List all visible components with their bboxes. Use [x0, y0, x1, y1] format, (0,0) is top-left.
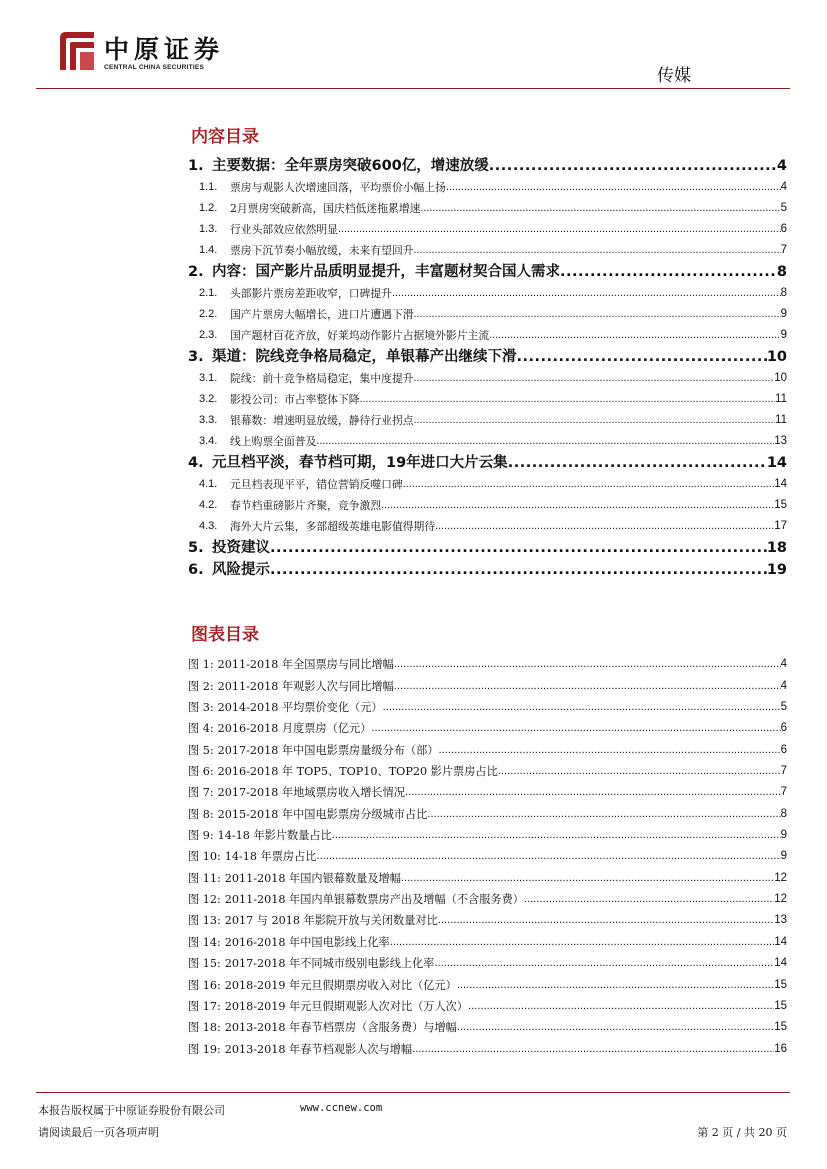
figure-entry-label: 2013-2018 年春节档票房（含服务费）与增幅 — [224, 1021, 457, 1035]
toc-section-label: 票房与观影人次增速回落，平均票价小幅上扬 — [230, 181, 446, 194]
dot-leader — [317, 846, 781, 867]
toc-section-num: 4.2. — [199, 499, 218, 511]
dot-leader — [414, 240, 781, 261]
dot-leader — [457, 975, 774, 996]
figure-entry-label: 2017-2018 年中国电影票房量级分布（部） — [217, 743, 439, 757]
figure-entry-num: 图 12: — [188, 893, 221, 907]
toc-section-page: 9 — [780, 329, 787, 341]
figure-entry-num: 图 3: — [188, 701, 214, 715]
figure-entry[interactable] — [188, 910, 787, 931]
toc-section[interactable] — [188, 240, 787, 261]
dot-leader — [427, 804, 780, 825]
figure-entry-num: 图 8: — [188, 807, 214, 821]
figure-entry[interactable] — [188, 1017, 787, 1038]
figure-entry-label: 2017 与 2018 年影院开放与关闭数量对比 — [224, 914, 438, 928]
figure-entry-num: 图 11: — [188, 871, 221, 885]
toc-chapter[interactable] — [188, 155, 787, 177]
toc-section-page: 9 — [780, 308, 787, 320]
figure-entry[interactable] — [188, 739, 787, 760]
toc-section-num: 4.1. — [199, 478, 218, 490]
toc-section-label: 海外大片云集，多部超级英雄电影值得期待 — [230, 520, 436, 533]
toc-section-label: 国产片票房大幅增长，进口片遭遇下滑 — [230, 308, 414, 321]
toc-section-page: 13 — [774, 435, 787, 447]
toc-section-page: 11 — [775, 414, 787, 426]
header-divider — [36, 88, 790, 89]
toc-section-page: 6 — [780, 223, 787, 235]
figure-entry-page: 14 — [774, 935, 787, 948]
toc-section[interactable] — [188, 198, 787, 219]
dot-leader — [434, 953, 774, 974]
figure-entry-label: 2016-2018 年 TOP5、TOP10、TOP20 影片票房占比 — [217, 765, 498, 779]
toc-section[interactable] — [188, 177, 787, 198]
figure-entry-num: 图 16: — [188, 978, 221, 992]
figure-entry-num: 图 4: — [188, 722, 214, 736]
figure-entry-label: 2016-2018 年中国电影线上化率 — [224, 935, 390, 949]
toc-section-page: 4 — [780, 181, 787, 193]
figure-entry-num: 图 14: — [188, 935, 221, 949]
figures-list — [188, 654, 787, 1060]
company-name-cn: 中原证券 — [104, 35, 225, 64]
toc-chapter-num: 4. — [188, 455, 204, 471]
dot-leader — [316, 431, 774, 452]
dot-leader — [468, 996, 774, 1017]
toc-section-page: 8 — [780, 287, 787, 299]
figure-entry-label: 2017-2018 年地域票房收入增长情况 — [217, 786, 405, 800]
toc-chapter-num: 3. — [188, 349, 204, 365]
toc-section-label: 2月票房突破新高，国庆档低迷拖累增速 — [230, 202, 421, 215]
toc-section-page: 14 — [774, 478, 787, 490]
figure-entry-num: 图 10: — [188, 850, 221, 864]
figure-entry-page: 7 — [780, 786, 787, 799]
figure-entry[interactable] — [188, 953, 787, 974]
figure-entry-label: 2013-2018 年春节档观影人次与增幅 — [224, 1042, 413, 1056]
dot-leader — [383, 697, 781, 718]
toc-chapter-label: 渠道：院线竞争格局稳定，单银幕产出继续下滑 — [212, 349, 517, 365]
toc-section[interactable] — [188, 219, 787, 240]
figure-entry-page: 14 — [774, 957, 787, 970]
figure-entry-label: 2011-2018 年全国票房与同比增幅 — [217, 658, 394, 672]
dot-leader — [414, 304, 781, 325]
toc-chapter-num: 5. — [188, 540, 204, 556]
toc-chapter-label: 元旦档平淡，春节档可期，19年进口大片云集 — [212, 455, 508, 471]
toc-chapter[interactable] — [188, 537, 787, 559]
figure-entry[interactable] — [188, 1038, 787, 1059]
toc-chapter-label: 主要数据：全年票房突破600亿，增速放缓 — [212, 158, 489, 174]
toc-section[interactable] — [188, 283, 787, 304]
toc-section-page: 15 — [774, 499, 787, 511]
sector-label: 传媒 — [657, 66, 691, 86]
company-name-en: CENTRAL CHINA SECURITIES — [104, 64, 205, 71]
toc-section[interactable] — [188, 516, 787, 537]
toc-chapter-label: 投资建议 — [212, 540, 270, 556]
toc-chapter[interactable] — [188, 559, 787, 581]
figure-entry-label: 2011-2018 年观影人次与同比增幅 — [217, 679, 394, 693]
toc-section-label: 元旦档表现平平，错位营销反噬口碑 — [230, 478, 403, 491]
toc-section[interactable] — [188, 431, 787, 452]
figure-entry-page: 15 — [774, 978, 787, 991]
figure-entry[interactable] — [188, 889, 787, 910]
toc-chapter[interactable] — [188, 346, 787, 368]
toc-section-num: 2.2. — [199, 308, 218, 320]
figure-entry[interactable] — [188, 654, 787, 675]
toc-chapter-page: 4 — [776, 158, 787, 174]
toc-section-page: 10 — [774, 372, 787, 384]
dot-leader — [439, 740, 781, 761]
figure-entry-num: 图 15: — [188, 957, 221, 971]
toc-section-num: 3.4. — [199, 435, 218, 447]
figure-entry-label: 14-18 年影片数量占比 — [217, 829, 332, 843]
dot-leader — [508, 452, 767, 474]
dot-leader — [338, 219, 781, 240]
toc-section-num: 2.3. — [199, 329, 218, 341]
dot-leader — [394, 654, 781, 675]
toc-section-label: 票房下沉节奏小幅放缓，未来有望回升 — [230, 244, 414, 257]
figure-entry-label: 2018-2019 年元旦假期票房收入对比（亿元） — [224, 978, 457, 992]
footer-copyright: 本报告版权属于中原证券股份有限公司 — [38, 1104, 225, 1117]
toc-section-label: 头部影片票房差距收窄，口碑提升 — [230, 287, 392, 300]
figure-entry[interactable] — [188, 761, 787, 782]
figure-entry-label: 2015-2018 年中国电影票房分级城市占比 — [217, 807, 428, 821]
toc-section[interactable] — [188, 304, 787, 325]
figure-entry-page: 12 — [774, 893, 787, 906]
figure-entry-page: 4 — [780, 658, 787, 671]
dot-leader — [420, 198, 780, 219]
dot-leader — [457, 1017, 774, 1038]
toc-section-page: 5 — [780, 202, 787, 214]
toc-section-page: 17 — [774, 520, 787, 532]
figure-entry-page: 16 — [774, 1042, 787, 1055]
dot-leader — [489, 325, 780, 346]
toc-section-label: 春节档重磅影片齐聚，竞争激烈 — [230, 499, 382, 512]
toc-section-num: 1.1. — [199, 181, 218, 193]
toc-section-num: 3.2. — [199, 393, 218, 405]
figure-entry-page: 6 — [780, 743, 787, 756]
dot-leader — [360, 389, 775, 410]
dot-leader — [270, 537, 767, 559]
toc-section-label: 行业头部效应依然明显 — [230, 223, 338, 236]
toc-list — [188, 155, 787, 581]
figure-entry-num: 图 2: — [188, 679, 214, 693]
figure-entry-page: 7 — [780, 765, 787, 778]
figure-entry-label: 2011-2018 年国内银幕数量及增幅 — [224, 871, 401, 885]
dot-leader — [332, 825, 781, 846]
figure-entry-page: 13 — [774, 914, 787, 927]
figure-entry-num: 图 6: — [188, 765, 214, 779]
figure-entry[interactable] — [188, 974, 787, 995]
figure-entry-page: 12 — [774, 871, 787, 884]
dot-leader — [381, 495, 774, 516]
toc-section[interactable] — [188, 495, 787, 516]
toc-section[interactable] — [188, 389, 787, 410]
figure-entry-label: 14-18 年票房占比 — [224, 850, 317, 864]
toc-chapter-page: 19 — [766, 562, 787, 578]
figure-entry-page: 9 — [780, 829, 787, 842]
figure-entry[interactable] — [188, 996, 787, 1017]
figure-entry-label: 2018-2019 年元旦假期观影人次对比（万人次） — [224, 999, 469, 1013]
dot-leader — [403, 474, 774, 495]
figures-title: 图表目录 — [191, 625, 259, 645]
toc-chapter-page: 18 — [766, 540, 787, 556]
figure-entry[interactable] — [188, 782, 787, 803]
toc-section-label: 国产题材百花齐放，好莱坞动作影片占据境外影片主流 — [230, 329, 490, 342]
toc-chapter-label: 内容：国产影片品质明显提升，丰富题材契合国人需求 — [212, 264, 560, 280]
toc-section-num: 4.3. — [199, 520, 218, 532]
figure-entry-label: 2016-2018 月度票房（亿元） — [217, 722, 372, 736]
toc-chapter-label: 风险提示 — [212, 562, 270, 578]
toc-chapter-page: 14 — [766, 455, 787, 471]
figure-entry-page: 9 — [780, 850, 787, 863]
footer-disclaimer: 请阅读最后一页各项声明 — [38, 1126, 159, 1139]
dot-leader — [489, 155, 777, 177]
figure-entry[interactable] — [188, 867, 787, 888]
dot-leader — [371, 718, 780, 739]
toc-chapter-num: 2. — [188, 264, 204, 280]
dot-leader — [414, 410, 776, 431]
dot-leader — [270, 559, 767, 581]
toc-section-num: 1.3. — [199, 223, 218, 235]
figure-entry-num: 图 19: — [188, 1042, 221, 1056]
dot-leader — [392, 283, 781, 304]
figure-entry-page: 4 — [780, 679, 787, 692]
figure-entry-label: 2014-2018 平均票价变化（元） — [217, 701, 383, 715]
toc-section-page: 7 — [780, 244, 787, 256]
figure-entry[interactable] — [188, 825, 787, 846]
figure-entry-page: 5 — [780, 701, 787, 714]
figure-entry-page: 6 — [780, 722, 787, 735]
toc-section-num: 3.1. — [199, 372, 218, 384]
toc-section-label: 线上购票全面普及 — [230, 435, 317, 448]
toc-chapter[interactable] — [188, 452, 787, 474]
figure-entry[interactable] — [188, 803, 787, 824]
figure-entry[interactable] — [188, 718, 787, 739]
figure-entry[interactable] — [188, 846, 787, 867]
dot-leader — [412, 1039, 774, 1060]
toc-section-page: 11 — [775, 393, 787, 405]
figure-entry-num: 图 7: — [188, 786, 214, 800]
toc-title: 内容目录 — [191, 127, 259, 147]
figure-entry[interactable] — [188, 931, 787, 952]
toc-section-num: 1.4. — [199, 244, 218, 256]
toc-section[interactable] — [188, 410, 787, 431]
dot-leader — [446, 177, 781, 198]
toc-section-num: 1.2. — [199, 202, 218, 214]
toc-section-label: 银幕数：增速明显放缓，静待行业拐点 — [230, 414, 414, 427]
footer-divider — [36, 1092, 790, 1093]
dot-leader — [438, 910, 774, 931]
dot-leader — [560, 261, 777, 283]
toc-section[interactable] — [188, 325, 787, 346]
figure-entry-label: 2011-2018 年国内单银幕数票房产出及增幅（不含服务费） — [224, 893, 524, 907]
figure-entry-num: 图 9: — [188, 829, 214, 843]
figure-entry[interactable] — [188, 675, 787, 696]
toc-section-label: 影投公司：市占率整体下降 — [230, 393, 360, 406]
toc-chapter-num: 1. — [188, 158, 204, 174]
toc-chapter-num: 6. — [188, 562, 204, 578]
toc-section-num: 3.3. — [199, 414, 218, 426]
toc-section-label: 院线：前十竞争格局稳定，集中度提升 — [230, 372, 414, 385]
dot-leader — [401, 868, 774, 889]
dot-leader — [390, 932, 774, 953]
dot-leader — [414, 368, 775, 389]
figure-entry-label: 2017-2018 年不同城市级别电影线上化率 — [224, 957, 435, 971]
dot-leader — [524, 889, 774, 910]
dot-leader — [435, 516, 774, 537]
figure-entry-num: 图 13: — [188, 914, 221, 928]
dot-leader — [498, 761, 781, 782]
toc-section[interactable] — [188, 368, 787, 389]
toc-section-num: 2.1. — [199, 287, 218, 299]
toc-chapter-page: 8 — [776, 264, 787, 280]
dot-leader — [405, 782, 781, 803]
figure-entry-num: 图 18: — [188, 1021, 221, 1035]
figure-entry-num: 图 5: — [188, 743, 214, 757]
figure-entry-page: 8 — [780, 807, 787, 820]
dot-leader — [517, 346, 767, 368]
footer-page-info: 第 2 页 / 共 20 页 — [697, 1126, 787, 1139]
figure-entry-num: 图 1: — [188, 658, 214, 672]
toc-chapter-page: 10 — [766, 349, 787, 365]
dot-leader — [394, 676, 781, 697]
company-logo-icon — [58, 30, 96, 72]
footer-website[interactable]: www.ccnew.com — [300, 1102, 383, 1114]
toc-chapter[interactable] — [188, 261, 787, 283]
toc-section[interactable] — [188, 474, 787, 495]
figure-entry-page: 15 — [774, 999, 787, 1012]
figure-entry-num: 图 17: — [188, 999, 221, 1013]
figure-entry-page: 15 — [774, 1021, 787, 1034]
figure-entry[interactable] — [188, 697, 787, 718]
